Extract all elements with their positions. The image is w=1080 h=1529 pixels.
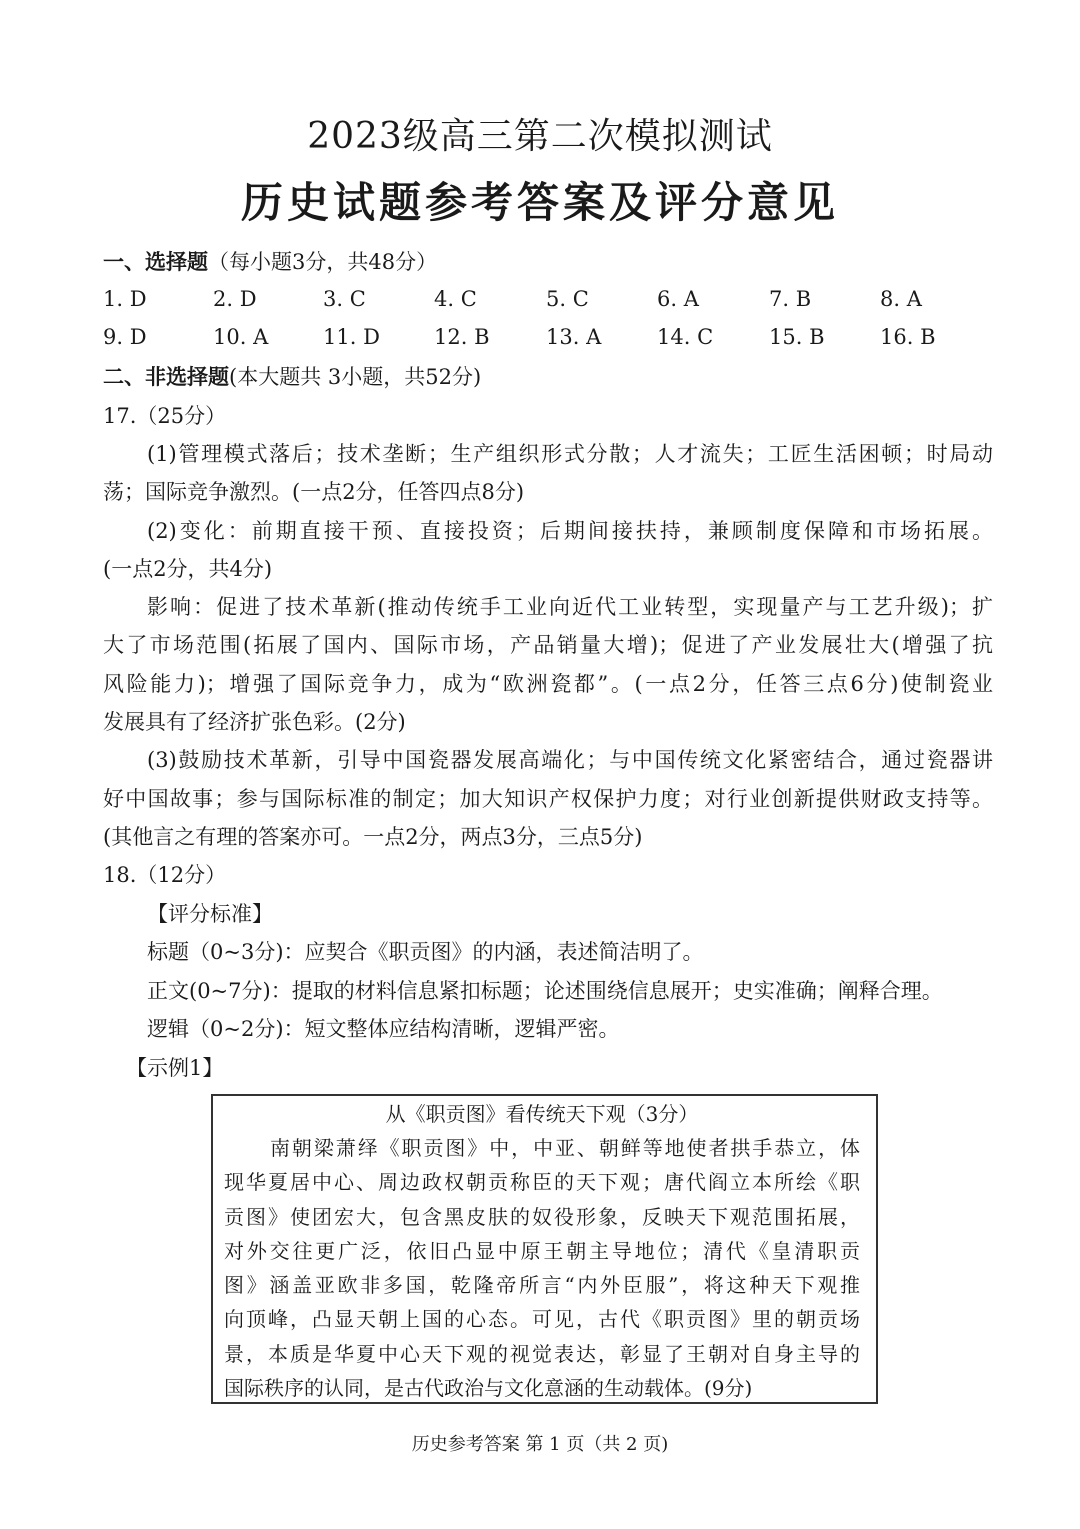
q17-line: 大了市场范围(拓展了国内、国际市场，产品销量大增)；促进了产业发展壮大(增强了抗 bbox=[103, 633, 993, 657]
answer-item: 16. B bbox=[880, 325, 936, 349]
answer-item: 9. D bbox=[103, 325, 147, 349]
answer-item: 7. B bbox=[769, 287, 812, 311]
example-line: 图》涵盖亚欧非多国，乾隆帝所言“内外臣服”，将这种天下观推 bbox=[224, 1273, 860, 1297]
q18-title: 18.（12分） bbox=[103, 863, 227, 887]
q17-line: 发展具有了经济扩张色彩。(2分) bbox=[103, 710, 406, 734]
answer-item: 6. A bbox=[657, 287, 699, 311]
answer-item: 3. C bbox=[323, 287, 366, 311]
q17-line: (一点2分，共4分) bbox=[103, 557, 273, 581]
criteria-item: 逻辑（0~2分)：短文整体应结构清晰，逻辑严密。 bbox=[147, 1017, 620, 1041]
answer-item: 2. D bbox=[213, 287, 257, 311]
example-heading: 【示例1】 bbox=[126, 1056, 224, 1080]
answer-item: 14. C bbox=[657, 325, 714, 349]
q17-line: (2)变化：前期直接干预、直接投资；后期间接扶持，兼顾制度保障和市场拓展。 bbox=[147, 519, 993, 543]
section1-heading-line bbox=[103, 249, 993, 275]
section2-note: (本大题共 3小题，共52分) bbox=[229, 365, 482, 389]
section2-heading: 二、非选择题 bbox=[103, 365, 229, 389]
answer-key-title: 历史试题参考答案及评分意见 bbox=[240, 178, 839, 227]
q17-line: 荡；国际竞争激烈。(一点2分，任答四点8分) bbox=[103, 480, 525, 504]
q17-line: (其他言之有理的答案亦可。一点2分，两点3分，三点5分) bbox=[103, 825, 643, 849]
answer-item: 10. A bbox=[213, 325, 269, 349]
criteria-item: 标题（0~3分)：应契合《职贡图》的内涵，表述简洁明了。 bbox=[147, 940, 704, 964]
answer-item: 15. B bbox=[769, 325, 825, 349]
criteria-item: 正文(0~7分)：提取的材料信息紧扣标题；论述围绕信息展开；史实准确；阐释合理。 bbox=[147, 979, 943, 1003]
answer-item: 12. B bbox=[434, 325, 490, 349]
answer-item: 13. A bbox=[546, 325, 602, 349]
q17-line: 好中国故事；参与国际标准的制定；加大知识产权保护力度；对行业创新提供财政支持等。 bbox=[103, 787, 993, 811]
example-line: 贡图》使团宏大，包含黑皮肤的奴役形象，反映天下观范围拓展， bbox=[224, 1205, 860, 1229]
example-line: 南朝梁萧绎《职贡图》中，中亚、朝鲜等地使者拱手恭立，体 bbox=[270, 1136, 860, 1160]
example-title: 从《职贡图》看传统天下观（3分） bbox=[385, 1102, 699, 1126]
answer-item: 5. C bbox=[546, 287, 589, 311]
section1-note: （每小题3分，共48分） bbox=[208, 250, 438, 274]
example-line: 对外交往更广泛，依旧凸显中原王朝主导地位；清代《皇清职贡 bbox=[224, 1239, 860, 1263]
answer-item: 11. D bbox=[323, 325, 380, 349]
q17-line: (3)鼓励技术革新，引导中国瓷器发展高端化；与中国传统文化紧密结合，通过瓷器讲 bbox=[147, 748, 993, 772]
section1-heading: 一、选择题 bbox=[103, 250, 208, 274]
example-line: 向顶峰，凸显天朝上国的心态。可见，古代《职贡图》里的朝贡场 bbox=[224, 1307, 860, 1331]
section2-heading-line bbox=[103, 364, 993, 390]
example-line: 景，本质是华夏中心天下观的视觉表达，彰显了王朝对自身主导的 bbox=[224, 1342, 860, 1366]
q17-line: 风险能力)；增强了国际竞争力，成为“欧洲瓷都”。(一点2分，任答三点6分)使制瓷业 bbox=[103, 672, 993, 696]
q17-title: 17.（25分） bbox=[103, 404, 227, 428]
example-line: 现华夏居中心、周边政权朝贡称臣的天下观；唐代阎立本所绘《职 bbox=[224, 1170, 860, 1194]
q17-line: (1)管理模式落后；技术垄断；生产组织形式分散；人才流失；工匠生活困顿；时局动 bbox=[147, 442, 993, 466]
q17-line: 影响：促进了技术革新(推动传统手工业向近代工业转型，实现量产与工艺升级)；扩 bbox=[147, 595, 993, 619]
criteria-heading: 【评分标准】 bbox=[147, 902, 273, 926]
example-line: 国际秩序的认同，是古代政治与文化意涵的生动载体。(9分) bbox=[224, 1376, 753, 1400]
answer-item: 4. C bbox=[434, 287, 477, 311]
page-footer: 历史参考答案 第 1 页（共 2 页) bbox=[411, 1434, 669, 1455]
exam-title: 2023级高三第二次模拟测试 bbox=[307, 116, 773, 157]
answer-item: 1. D bbox=[103, 287, 147, 311]
answer-item: 8. A bbox=[880, 287, 922, 311]
